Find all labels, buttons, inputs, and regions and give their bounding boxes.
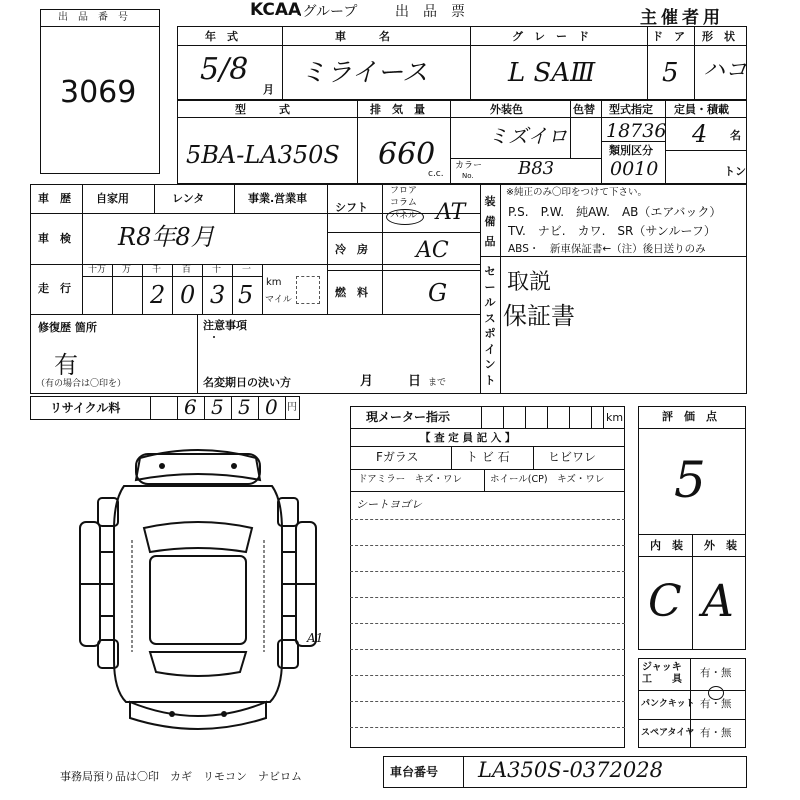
shape-label: 形 状	[702, 30, 735, 43]
repair-value: 有	[54, 351, 78, 379]
sales-point-label: セールスポイント	[484, 265, 496, 387]
equipment-note: ※純正のみ〇印をつけて下さい。	[506, 187, 647, 198]
change-month-unit: 月	[360, 374, 374, 389]
capacity-value: 4	[692, 120, 708, 148]
mileage-label: 走 行	[38, 282, 71, 295]
meter-label: 現メーター指示	[366, 410, 451, 424]
recycle-digit: 5	[211, 395, 224, 419]
rating-label: 評 価 点	[662, 410, 717, 423]
punkkit-circle	[708, 686, 724, 700]
color-no-label: カラー	[455, 161, 483, 171]
sales-point-line2: 保証書	[503, 302, 575, 330]
grade-label: グ レ ー ド	[512, 30, 589, 43]
mileage-digit: 2	[150, 281, 166, 309]
header-brand: KCAA	[250, 0, 302, 20]
car-label: 車 名	[335, 30, 390, 43]
history-opt-private: 自家用	[96, 192, 129, 205]
color-no-value: B83	[518, 158, 555, 179]
ac-value: AC	[416, 238, 449, 263]
interior-label: 内 装	[650, 539, 683, 552]
shift-value: AT	[436, 200, 466, 225]
chassis-value: LA350S-0372028	[478, 758, 663, 782]
doors-value: 5	[662, 58, 679, 88]
door-mirror-label: ドアミラー キズ・ワレ	[358, 474, 463, 485]
fuel-value: G	[428, 279, 448, 307]
exterior-value: A	[702, 576, 734, 627]
header-group: .グループ	[298, 4, 358, 20]
digit-head-100k: 十万	[88, 265, 107, 275]
disp-label: 排 気 量	[370, 103, 425, 116]
inspector-note1: シートヨゴレ	[356, 498, 422, 511]
digit-head-10k: 万	[122, 265, 132, 275]
inspector-header: 【 査 定 員 記 入 】	[420, 432, 516, 444]
disp-value: 660	[378, 137, 436, 172]
tool-jack-label: ジャッキ 工 具	[642, 662, 682, 685]
ext-color-label: 外装色	[490, 103, 523, 116]
digit-head-1: 一	[242, 265, 252, 275]
history-opt-rental: レンタ	[172, 192, 205, 205]
recycle-label: リサイクル料	[50, 401, 121, 415]
mile-unit: マイル	[265, 295, 292, 305]
chip-label: ト ビ 石	[466, 450, 510, 464]
recycle-digit: 5	[238, 395, 251, 419]
doors-label: ド ア	[652, 30, 685, 43]
recycle-unit: 円	[287, 402, 297, 413]
type-spec-value: 18736	[606, 120, 667, 142]
equipment-line3: ABS・ 新車保証書←（注）後日送りのみ	[508, 243, 706, 255]
recycle-digit: 6	[184, 395, 197, 419]
capacity-unit: 名	[730, 129, 741, 142]
lot-number: 3069	[60, 75, 137, 110]
shift-label: シフト	[335, 201, 368, 214]
model-value: 5BA-LA350S	[186, 141, 340, 169]
tool-spare-label: スペアタイヤ	[641, 728, 695, 738]
ext-color-value: ミズイロ	[488, 124, 568, 148]
history-label: 車 歴	[38, 192, 71, 205]
cc-unit: c.c.	[428, 169, 444, 179]
year-value: 5/8	[200, 52, 249, 87]
repair-note: （有の場合は〇印を）	[36, 379, 127, 389]
sales-point-line1: 取説	[507, 270, 552, 295]
month-unit: 月	[263, 83, 274, 96]
ac-label: 冷 房	[335, 243, 368, 256]
tool-punkkit-label: パンクキット	[641, 699, 695, 709]
class-value: 0010	[610, 158, 659, 180]
recycle-digit: 0	[265, 395, 278, 419]
mileage-digit: 5	[238, 281, 254, 309]
footer-office: 事務局預り品は〇印 カギ リモコン ナビロム	[60, 770, 302, 783]
shift-opt-panel: パネル	[390, 211, 418, 221]
class-label: 類別区分	[609, 144, 653, 157]
caution-label: 注意事項	[203, 319, 247, 332]
inspection-label: 車 検	[38, 232, 71, 245]
wheel-label: ホイール(CP) キズ・ワレ	[490, 474, 605, 485]
year-label: 年 式	[205, 30, 238, 43]
mileage-digit: 0	[180, 281, 196, 309]
meter-unit: km	[606, 411, 624, 424]
capacity-label: 定員・積載	[674, 103, 729, 116]
fuel-label: 燃 料	[335, 286, 368, 299]
type-spec-label: 型式指定	[609, 103, 653, 116]
car-diagram	[70, 440, 330, 740]
change-until: まで	[428, 378, 447, 388]
crack-label: ヒビワレ	[548, 450, 597, 464]
digit-head-100: 百	[182, 265, 192, 275]
shape-value: ハコ	[703, 58, 748, 83]
mile-checkbox[interactable]	[296, 276, 320, 304]
exterior-label: 外 装	[704, 539, 737, 552]
rating-value: 5	[674, 451, 706, 509]
ton-unit: トン	[724, 165, 746, 178]
color-change-label: 色替	[573, 103, 595, 116]
header-title: 出 品 票	[395, 4, 465, 20]
equipment-line1: P.S. P.W. 純AW. AB（エアバック）	[508, 205, 722, 219]
digit-head-1k: 千	[152, 265, 162, 275]
shift-opt-column: コラム	[390, 198, 417, 208]
chassis-label: 車台番号	[390, 765, 439, 779]
tool-jack-value: 有・無	[700, 667, 732, 679]
repair-label: 修復歴 箇所	[38, 321, 97, 334]
car-value: ミライース	[300, 58, 428, 88]
change-label: 名変期日の決い方	[203, 376, 291, 389]
shift-opt-floor: フロア	[390, 186, 418, 196]
diagram-mark: A1	[307, 631, 324, 645]
caution-dot	[213, 336, 215, 338]
equipment-line2: TV. ナビ. カワ. SR（サンルーフ）	[508, 224, 716, 238]
interior-value: C	[648, 576, 682, 627]
change-day-unit: 日	[408, 374, 422, 389]
lot-label: 出 品 番 号	[58, 12, 128, 23]
mileage-digit: 3	[210, 281, 226, 309]
model-label: 型 式	[235, 103, 290, 116]
digit-head-10: 十	[212, 265, 222, 275]
inspection-value: R8年8月	[118, 223, 215, 251]
color-no-sub: No.	[462, 172, 474, 180]
equipment-label: 装備品	[484, 195, 496, 248]
km-unit: km	[266, 277, 282, 288]
glass-label: Fガラス	[376, 450, 419, 464]
tool-punkkit-value: 有・無	[700, 698, 732, 710]
history-opt-business: 事業.営業車	[248, 192, 308, 205]
header-organizer: 主催者用	[640, 8, 724, 28]
panel-circle	[386, 209, 424, 225]
grade-value: L SAⅢ	[508, 58, 596, 88]
tool-spare-value: 有・無	[700, 727, 732, 739]
